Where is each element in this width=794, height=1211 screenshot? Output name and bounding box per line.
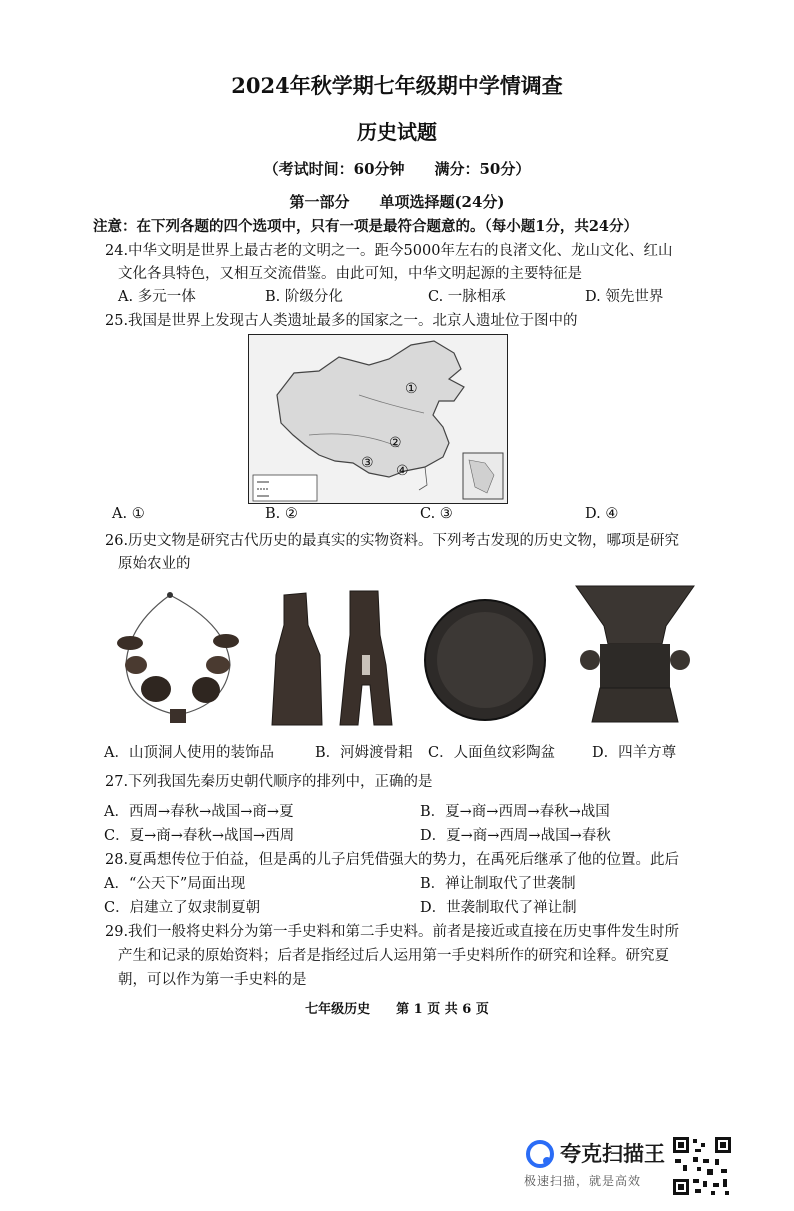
qr-code-icon bbox=[671, 1135, 733, 1197]
q27-option-a: A．西周→春秋→战国→商→夏 bbox=[104, 804, 294, 820]
q26-option-a: A．山顶洞人使用的装饰品 bbox=[104, 745, 274, 761]
q27-option-b: B．夏→商→西周→春秋→战国 bbox=[420, 804, 610, 820]
q24-option-d: D. 领先世界 bbox=[585, 289, 664, 305]
q26-line-1: 26.历史文物是研究古代历史的最真实的实物资料。下列考古发现的历史文物，哪项是研究 bbox=[105, 533, 680, 549]
q25-line-1: 25.我国是世界上发现古人类遗址最多的国家之一。北京人遗址位于图中的 bbox=[105, 313, 578, 329]
q25-option-a: A. ① bbox=[112, 506, 145, 522]
q27-option-d: D．夏→商→西周→战国→春秋 bbox=[420, 828, 611, 844]
map-legend-box bbox=[253, 475, 317, 501]
hemudu-bone-si-image bbox=[262, 585, 412, 735]
q28-option-b: B．禅让制取代了世袭制 bbox=[420, 876, 576, 892]
q25-option-b: B. ② bbox=[265, 506, 298, 522]
page-footer: 七年级历史 第 1 页 共 6 页 bbox=[305, 1002, 489, 1017]
q25-option-d: D. ④ bbox=[585, 506, 619, 522]
q26-option-d: D．四羊方尊 bbox=[592, 745, 677, 761]
map-marker-2: ② bbox=[389, 435, 402, 451]
map-marker-3: ③ bbox=[361, 455, 374, 471]
q27-option-c: C．夏→商→春秋→战国→西周 bbox=[104, 828, 295, 844]
q28-line-1: 28.夏禹想传位于伯益，但是禹的儿子启凭借强大的势力，在禹死后继承了他的位置。此后 bbox=[105, 852, 680, 868]
china-map-figure bbox=[248, 334, 508, 504]
map-marker-4: ④ bbox=[396, 463, 409, 479]
subject-title: 历史试题 bbox=[357, 120, 437, 144]
q29-line-1: 29.我们一般将史料分为第一手史料和第二手史料。前者是接近或直接在历史事件发生时所 bbox=[105, 924, 680, 940]
q24-option-b: B. 阶级分化 bbox=[265, 289, 343, 305]
shandingdong-ornament-image bbox=[108, 585, 248, 735]
exam-info: （考试时间：60分钟 满分：50分） bbox=[263, 160, 531, 178]
q24-line-2: 文化各具特色，又相互交流借鉴。由此可知，中华文明起源的主要特征是 bbox=[118, 266, 582, 282]
four-ram-zun-image bbox=[570, 580, 700, 730]
q24-option-a: A. 多元一体 bbox=[118, 289, 196, 305]
q25-option-c: C. ③ bbox=[420, 506, 453, 522]
quark-logo-icon bbox=[526, 1140, 554, 1168]
q28-option-c: C．启建立了奴隶制夏朝 bbox=[104, 900, 261, 916]
q28-option-d: D．世袭制取代了禅让制 bbox=[420, 900, 577, 916]
map-marker-1: ① bbox=[405, 381, 418, 397]
q26-option-c: C．人面鱼纹彩陶盆 bbox=[428, 745, 556, 761]
q29-line-2: 产生和记录的原始资料；后者是指经过后人运用第一手史料所作的研究和诠释。研究夏 bbox=[118, 948, 669, 964]
q24-line-1: 24.中华文明是世界上最古老的文明之一。距今5000年左右的良渚文化、龙山文化、红山 bbox=[105, 243, 673, 259]
china-map-svg bbox=[249, 335, 507, 503]
q28-option-a: A．“公天下”局面出现 bbox=[104, 876, 246, 892]
instructions-note: 注意：在下列各题的四个选项中，只有一项是最符合题意的。（每小题1分，共24分） bbox=[93, 218, 639, 235]
section-heading: 第一部分 单项选择题(24分) bbox=[289, 193, 505, 211]
q26-line-2: 原始农业的 bbox=[118, 556, 191, 572]
q27-line-1: 27.下列我国先秦历史朝代顺序的排列中，正确的是 bbox=[105, 774, 433, 790]
watermark-brand-name: 夸克扫描王 bbox=[560, 1142, 665, 1166]
painted-pottery-basin-image bbox=[420, 590, 550, 730]
q24-option-c: C. 一脉相承 bbox=[428, 289, 506, 305]
scanner-watermark bbox=[522, 1136, 672, 1196]
q26-option-b: B．河姆渡骨耜 bbox=[315, 745, 413, 761]
q29-line-3: 朝，可以作为第一手史料的是 bbox=[118, 972, 307, 988]
watermark-slogan: 极速扫描，就是高效 bbox=[524, 1174, 642, 1188]
exam-title: 2024年秋学期七年级期中学情调查 bbox=[231, 73, 563, 98]
